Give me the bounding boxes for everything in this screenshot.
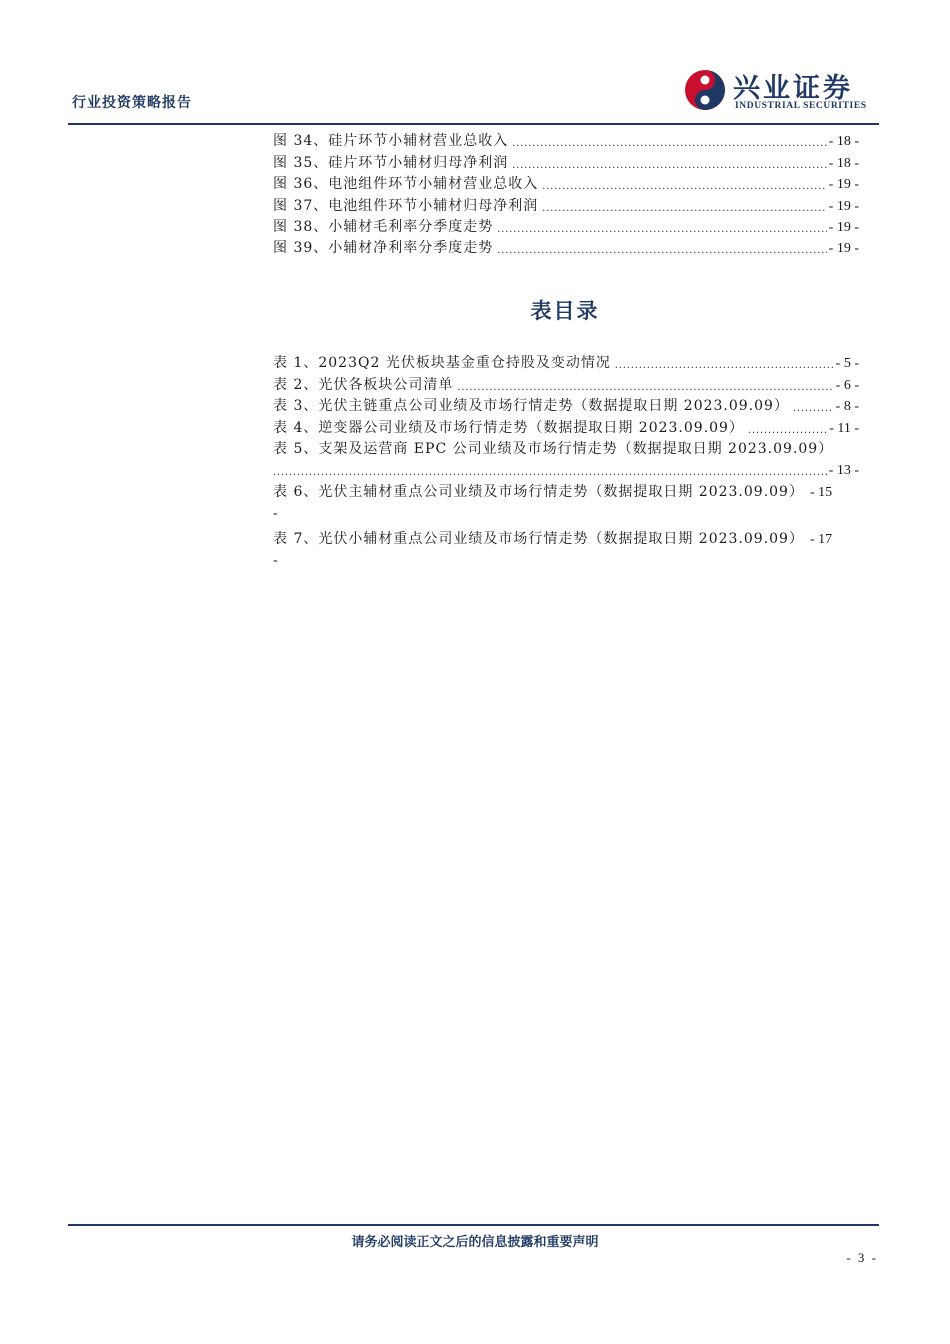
toc-entry-label: 图 37、电池组件环节小辅材归母净利润 xyxy=(273,197,539,214)
toc-entry-figure-39[interactable] xyxy=(273,236,859,257)
toc-entry-table-5[interactable] xyxy=(273,437,859,458)
toc-entry-page: - 19 - xyxy=(828,177,859,193)
toc-entry-figure-37[interactable] xyxy=(273,193,859,214)
dot-leader xyxy=(615,357,834,372)
dot-leader xyxy=(512,135,826,150)
toc-entry-page: - 18 - xyxy=(828,155,859,171)
report-type-label: 行业投资策略报告 xyxy=(72,95,192,111)
toc-entry-figure-38[interactable] xyxy=(273,215,859,236)
toc-entry-page: - 11 - xyxy=(829,420,859,436)
dot-leader xyxy=(542,200,826,215)
toc-entry-page: - 19 - xyxy=(828,241,859,257)
toc-entry-table-6[interactable] xyxy=(273,479,859,500)
toc-entry-label: 表 4、逆变器公司业绩及市场行情走势（数据提取日期 2023.09.09） xyxy=(273,419,744,436)
dot-leader xyxy=(497,221,826,236)
dot-leader xyxy=(542,178,826,193)
toc-entry-table-7-page-tail xyxy=(273,548,859,569)
toc-entry-figure-34[interactable] xyxy=(273,129,859,150)
company-logo xyxy=(683,66,878,118)
toc-entry-page-tail: - xyxy=(273,552,278,568)
toc-entry-label: 图 36、电池组件环节小辅材营业总收入 xyxy=(273,176,539,193)
dot-leader xyxy=(793,400,834,415)
toc-entry-page: - 19 - xyxy=(828,198,859,214)
toc-entry-page: - 15 xyxy=(809,484,833,500)
footer-disclaimer: 请务必阅读正文之后的信息披露和重要声明 xyxy=(351,1235,599,1250)
toc-entry-page: - 19 - xyxy=(828,219,859,235)
toc-entry-label: 表 5、支架及运营商 EPC 公司业绩及市场行情走势（数据提取日期 2023.09.09） xyxy=(273,440,834,457)
toc-entry-label: 表 3、光伏主链重点公司业绩及市场行情走势（数据提取日期 2023.09.09） xyxy=(273,398,789,415)
toc-entry-label: 表 7、光伏小辅材重点公司业绩及市场行情走势（数据提取日期 2023.09.09） xyxy=(273,530,804,547)
toc-entry-figure-35[interactable] xyxy=(273,150,859,171)
toc-entry-table-2[interactable] xyxy=(273,372,859,393)
toc-entry-table-4[interactable] xyxy=(273,415,859,436)
toc-entry-label: 图 34、硅片环节小辅材营业总收入 xyxy=(273,133,509,150)
toc-entry-label: 图 35、硅片环节小辅材归母净利润 xyxy=(273,154,509,171)
logo-english-name: INDUSTRIAL SECURITIES xyxy=(735,101,867,111)
toc-entry-page: - 6 - xyxy=(835,377,859,393)
toc-entry-label: 表 2、光伏各板块公司清单 xyxy=(273,376,454,393)
toc-entry-table-7[interactable] xyxy=(273,526,859,547)
dot-leader xyxy=(748,422,827,437)
toc-entry-label: 表 6、光伏主辅材重点公司业绩及市场行情走势（数据提取日期 2023.09.09） xyxy=(273,483,804,500)
toc-entry-table-5-continuation[interactable] xyxy=(273,458,859,479)
dot-leader xyxy=(497,242,826,257)
toc-entry-page: - 17 xyxy=(809,531,833,547)
toc-entry-table-3[interactable] xyxy=(273,394,859,415)
toc-entry-page-tail: - xyxy=(273,506,278,522)
toc-entry-label: 图 38、小辅材毛利率分季度走势 xyxy=(273,218,494,235)
toc-entry-page: - 13 - xyxy=(828,463,859,479)
toc-entry-table-6-page-tail xyxy=(273,501,859,522)
toc-entry-page: - 18 - xyxy=(828,134,859,150)
header-divider xyxy=(68,123,879,125)
toc-entry-label: 表 1、2023Q2 光伏板块基金重仓持股及变动情况 xyxy=(273,355,611,372)
dot-leader xyxy=(512,157,826,172)
figure-toc xyxy=(273,129,859,257)
logo-mark-icon xyxy=(683,68,727,112)
dot-leader xyxy=(457,379,833,394)
dot-leader xyxy=(273,464,827,479)
table-toc xyxy=(273,351,859,569)
table-toc-heading: 表目录 xyxy=(530,299,600,323)
footer-divider xyxy=(68,1224,879,1226)
toc-entry-page: - 8 - xyxy=(835,399,859,415)
logo-chinese-name: 兴业证券 xyxy=(733,73,853,104)
toc-entry-label: 图 39、小辅材净利率分季度走势 xyxy=(273,240,494,257)
toc-entry-figure-36[interactable] xyxy=(273,172,859,193)
toc-entry-table-1[interactable] xyxy=(273,351,859,372)
page-number: - 3 - xyxy=(846,1250,878,1265)
toc-entry-page: - 5 - xyxy=(835,356,859,372)
